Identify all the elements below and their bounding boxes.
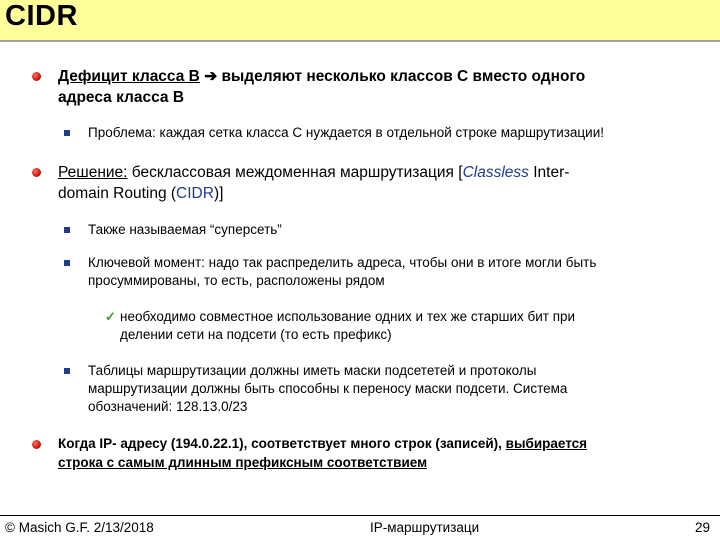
arrow-right-icon: ➔ — [204, 68, 218, 85]
bullet-text: выделяют несколько классов С вместо одного — [217, 68, 586, 85]
title-bar — [0, 0, 720, 40]
square-bullet-icon — [64, 260, 70, 266]
text-line: необходимо совместное использование одних и тех же старших бит при — [120, 309, 576, 324]
square-bullet-icon — [64, 130, 70, 136]
text-line: маршрутизации должны быть способны к переносу маски подсети. Система — [88, 381, 568, 396]
bullet-text: Inter- — [528, 164, 570, 181]
text-line: делении сети на подсети (то есть префикс) — [120, 327, 392, 342]
text-line: обозначений: 128.13.0/23 — [88, 399, 248, 414]
text-line: просуммированы, то есть, расположены рядом — [88, 273, 385, 288]
bullet-text: )] — [213, 185, 224, 202]
sub-bullet-supernet: Также называемая “суперсеть” — [88, 222, 282, 237]
square-bullet-icon — [64, 368, 70, 374]
check-bullet-prefix — [120, 308, 710, 344]
underlined-term: строка с самым длинным префиксным соответствием — [58, 455, 428, 470]
cidr-term: CIDR — [176, 185, 214, 202]
checkmark-icon: ✓ — [105, 309, 116, 324]
slide-title: CIDR — [5, 0, 78, 32]
underlined-term: выбирается — [505, 436, 588, 451]
sub-bullet-key-point — [88, 254, 713, 290]
underlined-term: Решение: — [58, 164, 128, 181]
bullet-text-line2: адреса класса B — [58, 89, 185, 106]
footer-divider — [0, 515, 720, 516]
bullet-longest-prefix — [58, 434, 713, 472]
underlined-term: Дефицит класса В — [58, 68, 200, 85]
red-bullet-icon — [32, 440, 41, 449]
red-bullet-icon — [32, 72, 41, 81]
text-line: Таблицы маршрутизации должны иметь маски подсететей и протоколы — [88, 363, 537, 378]
bullet-deficit-class-b — [58, 66, 708, 108]
page-number: 29 — [695, 520, 711, 535]
text-line: Ключевой момент: надо так распределить адреса, чтобы они в итоге могли быть — [88, 255, 597, 270]
square-bullet-icon — [64, 227, 70, 233]
bullet-solution — [58, 162, 708, 204]
italic-term: Classless — [462, 164, 529, 181]
bullet-text: domain Routing ( — [58, 185, 177, 202]
bullet-text: Когда IP- адресу (194.0.22.1), соответствует много строк (записей), — [58, 436, 506, 451]
footer-topic: IP-маршрутизаци — [370, 520, 480, 535]
title-divider — [0, 40, 720, 42]
sub-bullet-problem: Проблема: каждая сетка класса С нуждается в отдельной строке маршрутизации! — [88, 125, 604, 140]
footer-author-date: © Masich G.F. 2/13/2018 — [5, 520, 154, 535]
red-bullet-icon — [32, 168, 41, 177]
sub-bullet-routing-tables — [88, 362, 713, 416]
bullet-text: бесклассовая междоменная маршрутизация [ — [127, 164, 463, 181]
